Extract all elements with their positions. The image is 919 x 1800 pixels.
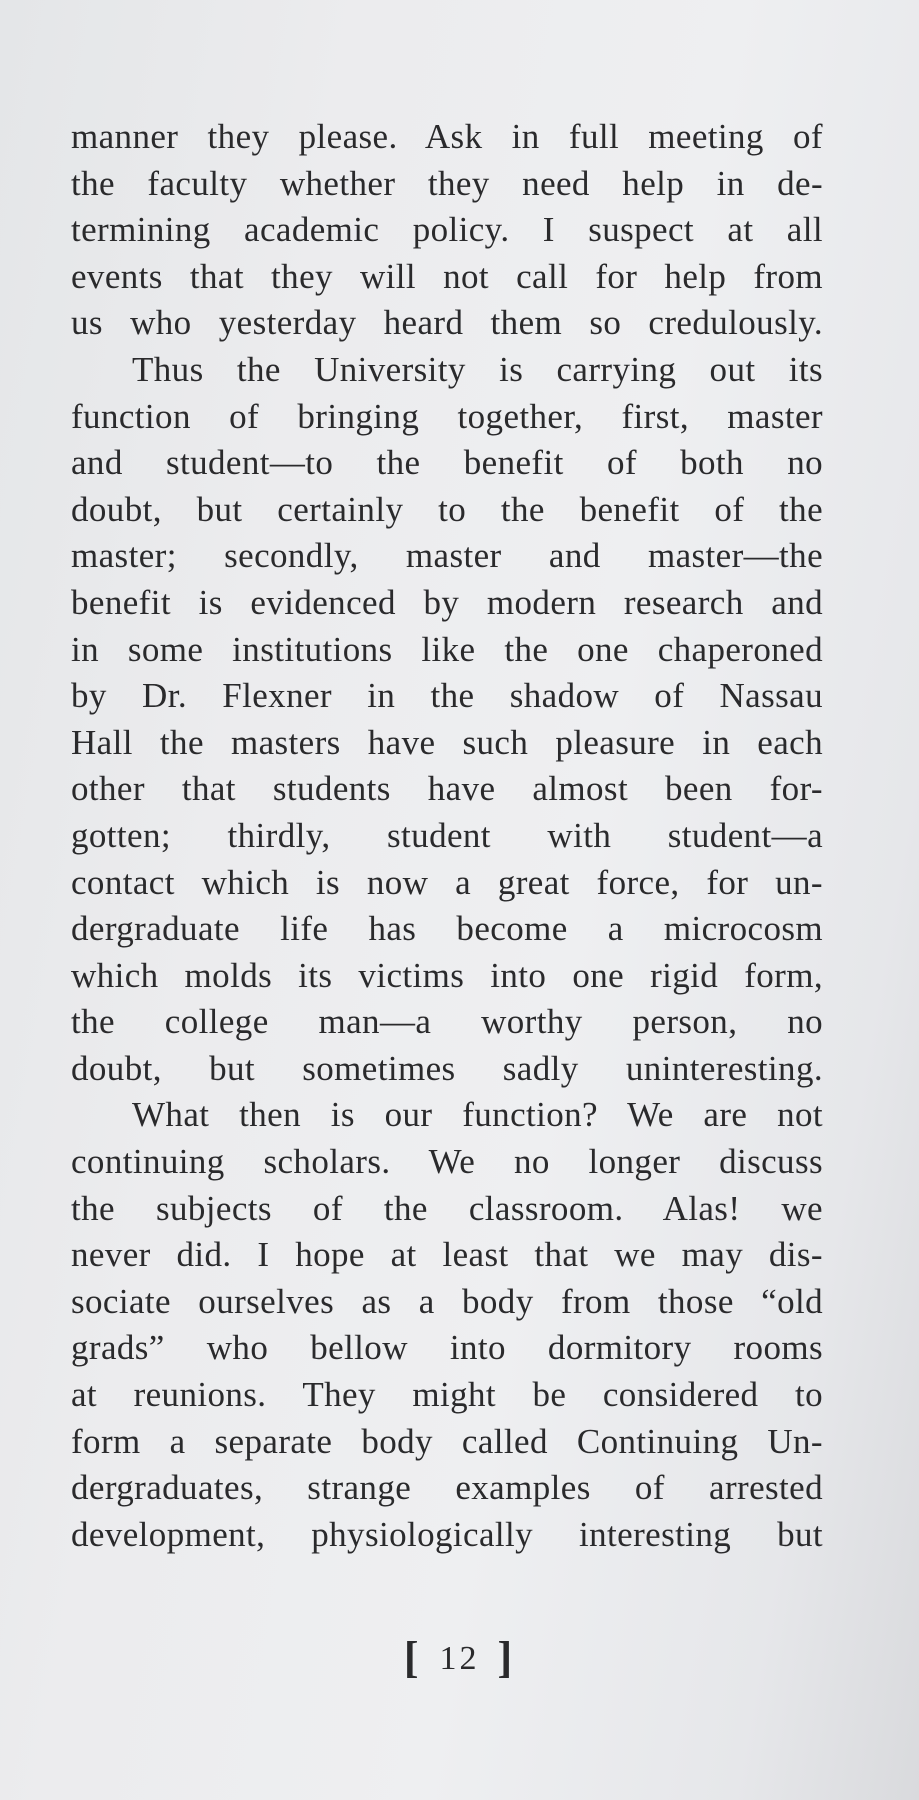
text-line: sociate ourselves as a body from those “old	[71, 1281, 823, 1321]
text-line: Hall the masters have such pleasure in each	[71, 722, 823, 762]
text-line: master; secondly, master and master—the	[71, 536, 823, 576]
text-line: doubt, but certainly to the benefit of the	[71, 489, 823, 529]
text-line: the faculty whether they need help in de-	[71, 163, 823, 203]
text-line: gotten; thirdly, student with student—a	[71, 815, 823, 855]
folio-close-bracket: ]	[497, 1633, 516, 1682]
text-line: grads” who bellow into dormitory rooms	[71, 1328, 823, 1368]
text-line: termining academic policy. I suspect at all	[71, 210, 823, 250]
text-line: form a separate body called Continuing Un-	[71, 1421, 823, 1461]
text-line: never did. I hope at least that we may dis-	[71, 1235, 823, 1275]
text-line: the subjects of the classroom. Alas! we	[71, 1188, 823, 1228]
text-line: and student—to the benefit of both no	[71, 443, 823, 483]
text-line: events that they will not call for help from	[71, 256, 823, 296]
text-line: What then is our function? We are not	[132, 1095, 823, 1135]
text-line: in some institutions like the one chaperoned	[71, 629, 823, 669]
text-line: function of bringing together, first, master	[71, 396, 823, 436]
text-line: manner they please. Ask in full meeting of	[71, 117, 823, 156]
body-text	[71, 114, 823, 1558]
text-line: the college man—a worthy person, no	[71, 1002, 823, 1042]
text-line: at reunions. They might be considered to	[71, 1375, 823, 1415]
page-number-folio	[0, 1632, 919, 1683]
text-line: Thus the University is carrying out its	[132, 349, 823, 389]
page-number: 12	[439, 1640, 480, 1677]
text-line: dergraduate life has become a microcosm	[71, 909, 823, 949]
text-line: by Dr. Flexner in the shadow of Nassau	[71, 676, 823, 716]
text-line: contact which is now a great force, for un-	[71, 862, 823, 902]
text-line: dergraduates, strange examples of arrested	[71, 1468, 823, 1508]
text-line: which molds its victims into one rigid form,	[71, 955, 823, 995]
text-line: doubt, but sometimes sadly uninteresting.	[71, 1048, 823, 1088]
text-line: other that students have almost been for-	[71, 769, 823, 809]
text-line: benefit is evidenced by modern research and	[71, 582, 823, 622]
text-line: us who yesterday heard them so credulously.	[71, 303, 823, 343]
text-line: continuing scholars. We no longer discuss	[71, 1142, 823, 1182]
text-line: development, physiologically interesting but	[71, 1514, 823, 1554]
folio-open-bracket: [	[403, 1633, 422, 1682]
